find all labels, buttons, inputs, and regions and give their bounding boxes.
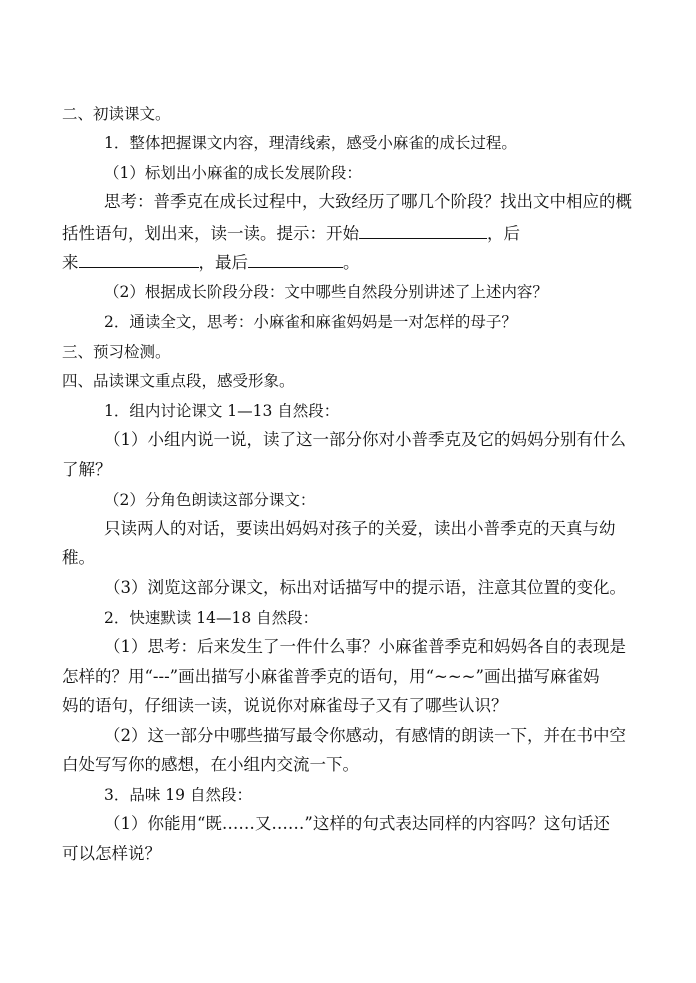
think-line-3 (62, 250, 642, 274)
item-2-read-through: 2．通读全文，思考：小麻雀和麻雀妈妈是一对怎样的母子？ (104, 313, 517, 331)
think-line-1: 思考：普季克在成长过程中，大致经历了哪几个阶段？找出文中相应的概 (104, 192, 632, 211)
item-2-silent-reading: 2．快速默读 14—18 自然段： (104, 609, 319, 627)
think-line-2-after: ，后 (487, 224, 520, 243)
section-heading-first-reading: 二、初读课文。 (62, 105, 171, 123)
section-heading-preview-check: 三、预习检测。 (62, 343, 171, 361)
subitem-1-think-line-3: 妈的语句，仔细读一读，说说你对麻雀母子又有了哪些认识？ (62, 696, 508, 715)
subitem-1-think-line-1: （1）思考：后来发生了一件什么事？小麻雀普季克和妈妈各自的表现是 (104, 637, 626, 656)
think-line-3-middle: ，最后 (198, 253, 248, 272)
role-reading-line-1: 只读两人的对话，要读出妈妈对孩子的关爱，读出小普季克的天真与幼 (104, 519, 616, 538)
subitem-1-think-line-2: 怎样的？用“---”画出描写小麻雀普季克的语句，用“~~~”画出描写麻雀妈 (62, 667, 600, 686)
subitem-3-browse-dialogue: （3）浏览这部分课文，标出对话描写中的提示语，注意其位置的变化。 (104, 578, 626, 597)
item-1-group-discussion: 1．组内讨论课文 1—13 自然段： (104, 402, 340, 420)
subitem-1-group-talk-line-1: （1）小组内说一说，读了这一部分你对小普季克及它的妈妈分别有什么 (104, 430, 626, 449)
subitem-1-mark-stages: （1）标划出小麻雀的成长发展阶段： (104, 164, 362, 182)
think-line-3-end: 。 (343, 253, 360, 272)
subitem-2-role-reading: （2）分角色朗读这部分课文： (104, 491, 316, 509)
section-heading-key-paragraphs: 四、品读课文重点段，感受形象。 (62, 372, 295, 390)
subitem-2-divide-paragraphs: （2）根据成长阶段分段：文中哪些自然段分别讲述了上述内容？ (104, 283, 548, 301)
fill-blank-start (359, 221, 487, 239)
think-line-2-text: 括性语句，划出来，读一读。提示：开始 (62, 224, 359, 243)
subitem-1-sentence-line-2: 可以怎样说？ (62, 844, 161, 863)
fill-blank-later (79, 250, 199, 268)
fill-blank-finally (248, 250, 343, 268)
item-3-savor-paragraph: 3．品味 19 自然段： (104, 786, 252, 804)
item-1-overall-grasp: 1．整体把握课文内容，理清线索，感受小麻雀的成长过程。 (104, 134, 517, 152)
subitem-2-touching-line-1: （2）这一部分中哪些描写最令你感动，有感情的朗读一下，并在书中空 (104, 726, 626, 745)
subitem-2-touching-line-2: 白处写写你的感想，在小组内交流一下。 (62, 755, 359, 774)
subitem-1-sentence-line-1: （1）你能用“既……又……”这样的句式表达同样的内容吗？这句话还 (104, 814, 610, 833)
think-line-2 (62, 221, 642, 245)
subitem-1-group-talk-line-2: 了解？ (62, 460, 112, 479)
think-line-3-text: 来 (62, 253, 79, 272)
role-reading-line-2: 稚。 (62, 548, 95, 567)
